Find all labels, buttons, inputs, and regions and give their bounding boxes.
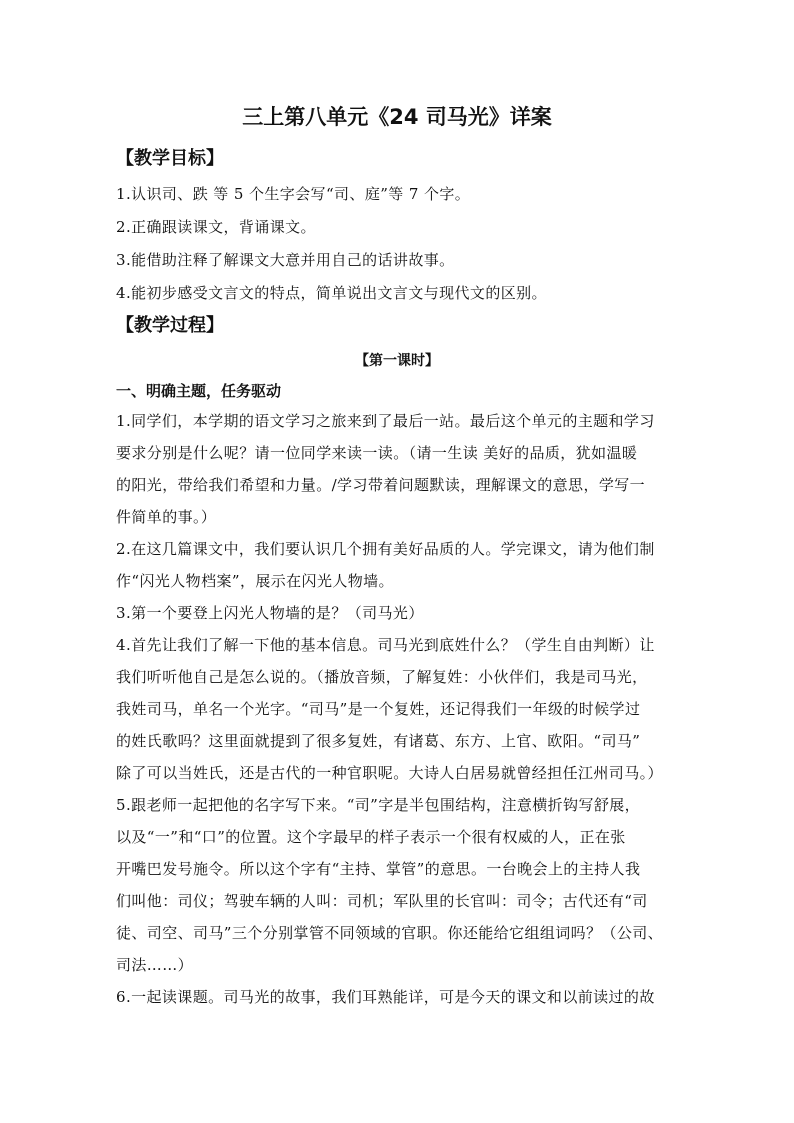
body-line: 1.同学们，本学期的语文学习之旅来到了最后一站。最后这个单元的主题和学习 <box>116 412 655 430</box>
body-line: 4.首先让我们了解一下他的基本信息。司马光到底姓什么？（学生自由判断）让 <box>116 636 655 654</box>
body-line: 我们听听他自己是怎么说的。（播放音频，了解复姓：小伙伴们，我是司马光， <box>116 668 648 686</box>
body-line: 5.跟老师一起把他的名字写下来。“司”字是半包围结构，注意横折钩写舒展， <box>116 796 641 814</box>
body-line: 要求分别是什么呢？请一位同学来读一读。（请一生读 美好的品质，犹如温暖 <box>116 444 638 462</box>
body-line: 司法……） <box>116 956 194 974</box>
body-line: 徒、司空、司马”三个分别掌管不同领域的官职。你还能给它组组词吗？（公司、 <box>116 924 664 942</box>
body-line: 作“闪光人物档案”，展示在闪光人物墙。 <box>116 572 394 590</box>
goal-item-1: 1.认识司、跌 等 5 个生字会写“司、庭”等 7 个字。 <box>116 185 471 203</box>
goal-item-2: 2.正确跟读课文，背诵课文。 <box>116 218 316 236</box>
goal-item-3: 3.能借助注释了解课文大意并用自己的话讲故事。 <box>116 251 455 269</box>
body-line: 2.在这几篇课文中，我们要认识几个拥有美好品质的人。学完课文，请为他们制 <box>116 540 655 558</box>
body-line: 3.第一个要登上闪光人物墙的是？（司马光） <box>116 604 424 622</box>
body-line: 件简单的事。） <box>116 508 217 526</box>
body-line: 我姓司马，单名一个光字。“司马”是一个复姓，还记得我们一年级的时候学过 <box>116 700 641 718</box>
body-line: 开嘴巴发号施令。所以这个字有“主持、掌管”的意思。一台晚会上的主持人我 <box>116 860 641 878</box>
goal-item-4: 4.能初步感受文言文的特点，简单说出文言文与现代文的区别。 <box>116 284 547 302</box>
document-title: 三上第八单元《24 司马光》详案 <box>242 105 552 129</box>
body-text <box>116 405 681 1013</box>
body-line: 除了可以当姓氏，还是古代的一种官职呢。大诗人白居易就曾经担任江州司马。） <box>116 764 663 782</box>
body-line: 以及“一”和“口”的位置。这个字最早的样子表示一个很有权威的人，正在张 <box>116 828 626 846</box>
process-heading: 【教学过程】 <box>116 315 224 336</box>
section1-heading: 一、明确主题，任务驱动 <box>116 382 282 400</box>
body-line: 的姓氏歌吗？这里面就提到了很多复姓，有诸葛、东方、上官、欧阳。“司马” <box>116 732 641 750</box>
body-line: 的阳光，带给我们希望和力量。/学习带着问题默读，理解课文的意思，学写一 <box>116 476 646 494</box>
lesson-label: 【第一课时】 <box>355 353 439 369</box>
body-line: 们叫他：司仪；驾驶车辆的人叫：司机；军队里的长官叫：司令；古代还有“司 <box>116 892 648 910</box>
goals-heading: 【教学目标】 <box>116 148 224 169</box>
body-line: 6.一起读课题。司马光的故事，我们耳熟能详，可是今天的课文和以前读过的故 <box>116 988 655 1006</box>
